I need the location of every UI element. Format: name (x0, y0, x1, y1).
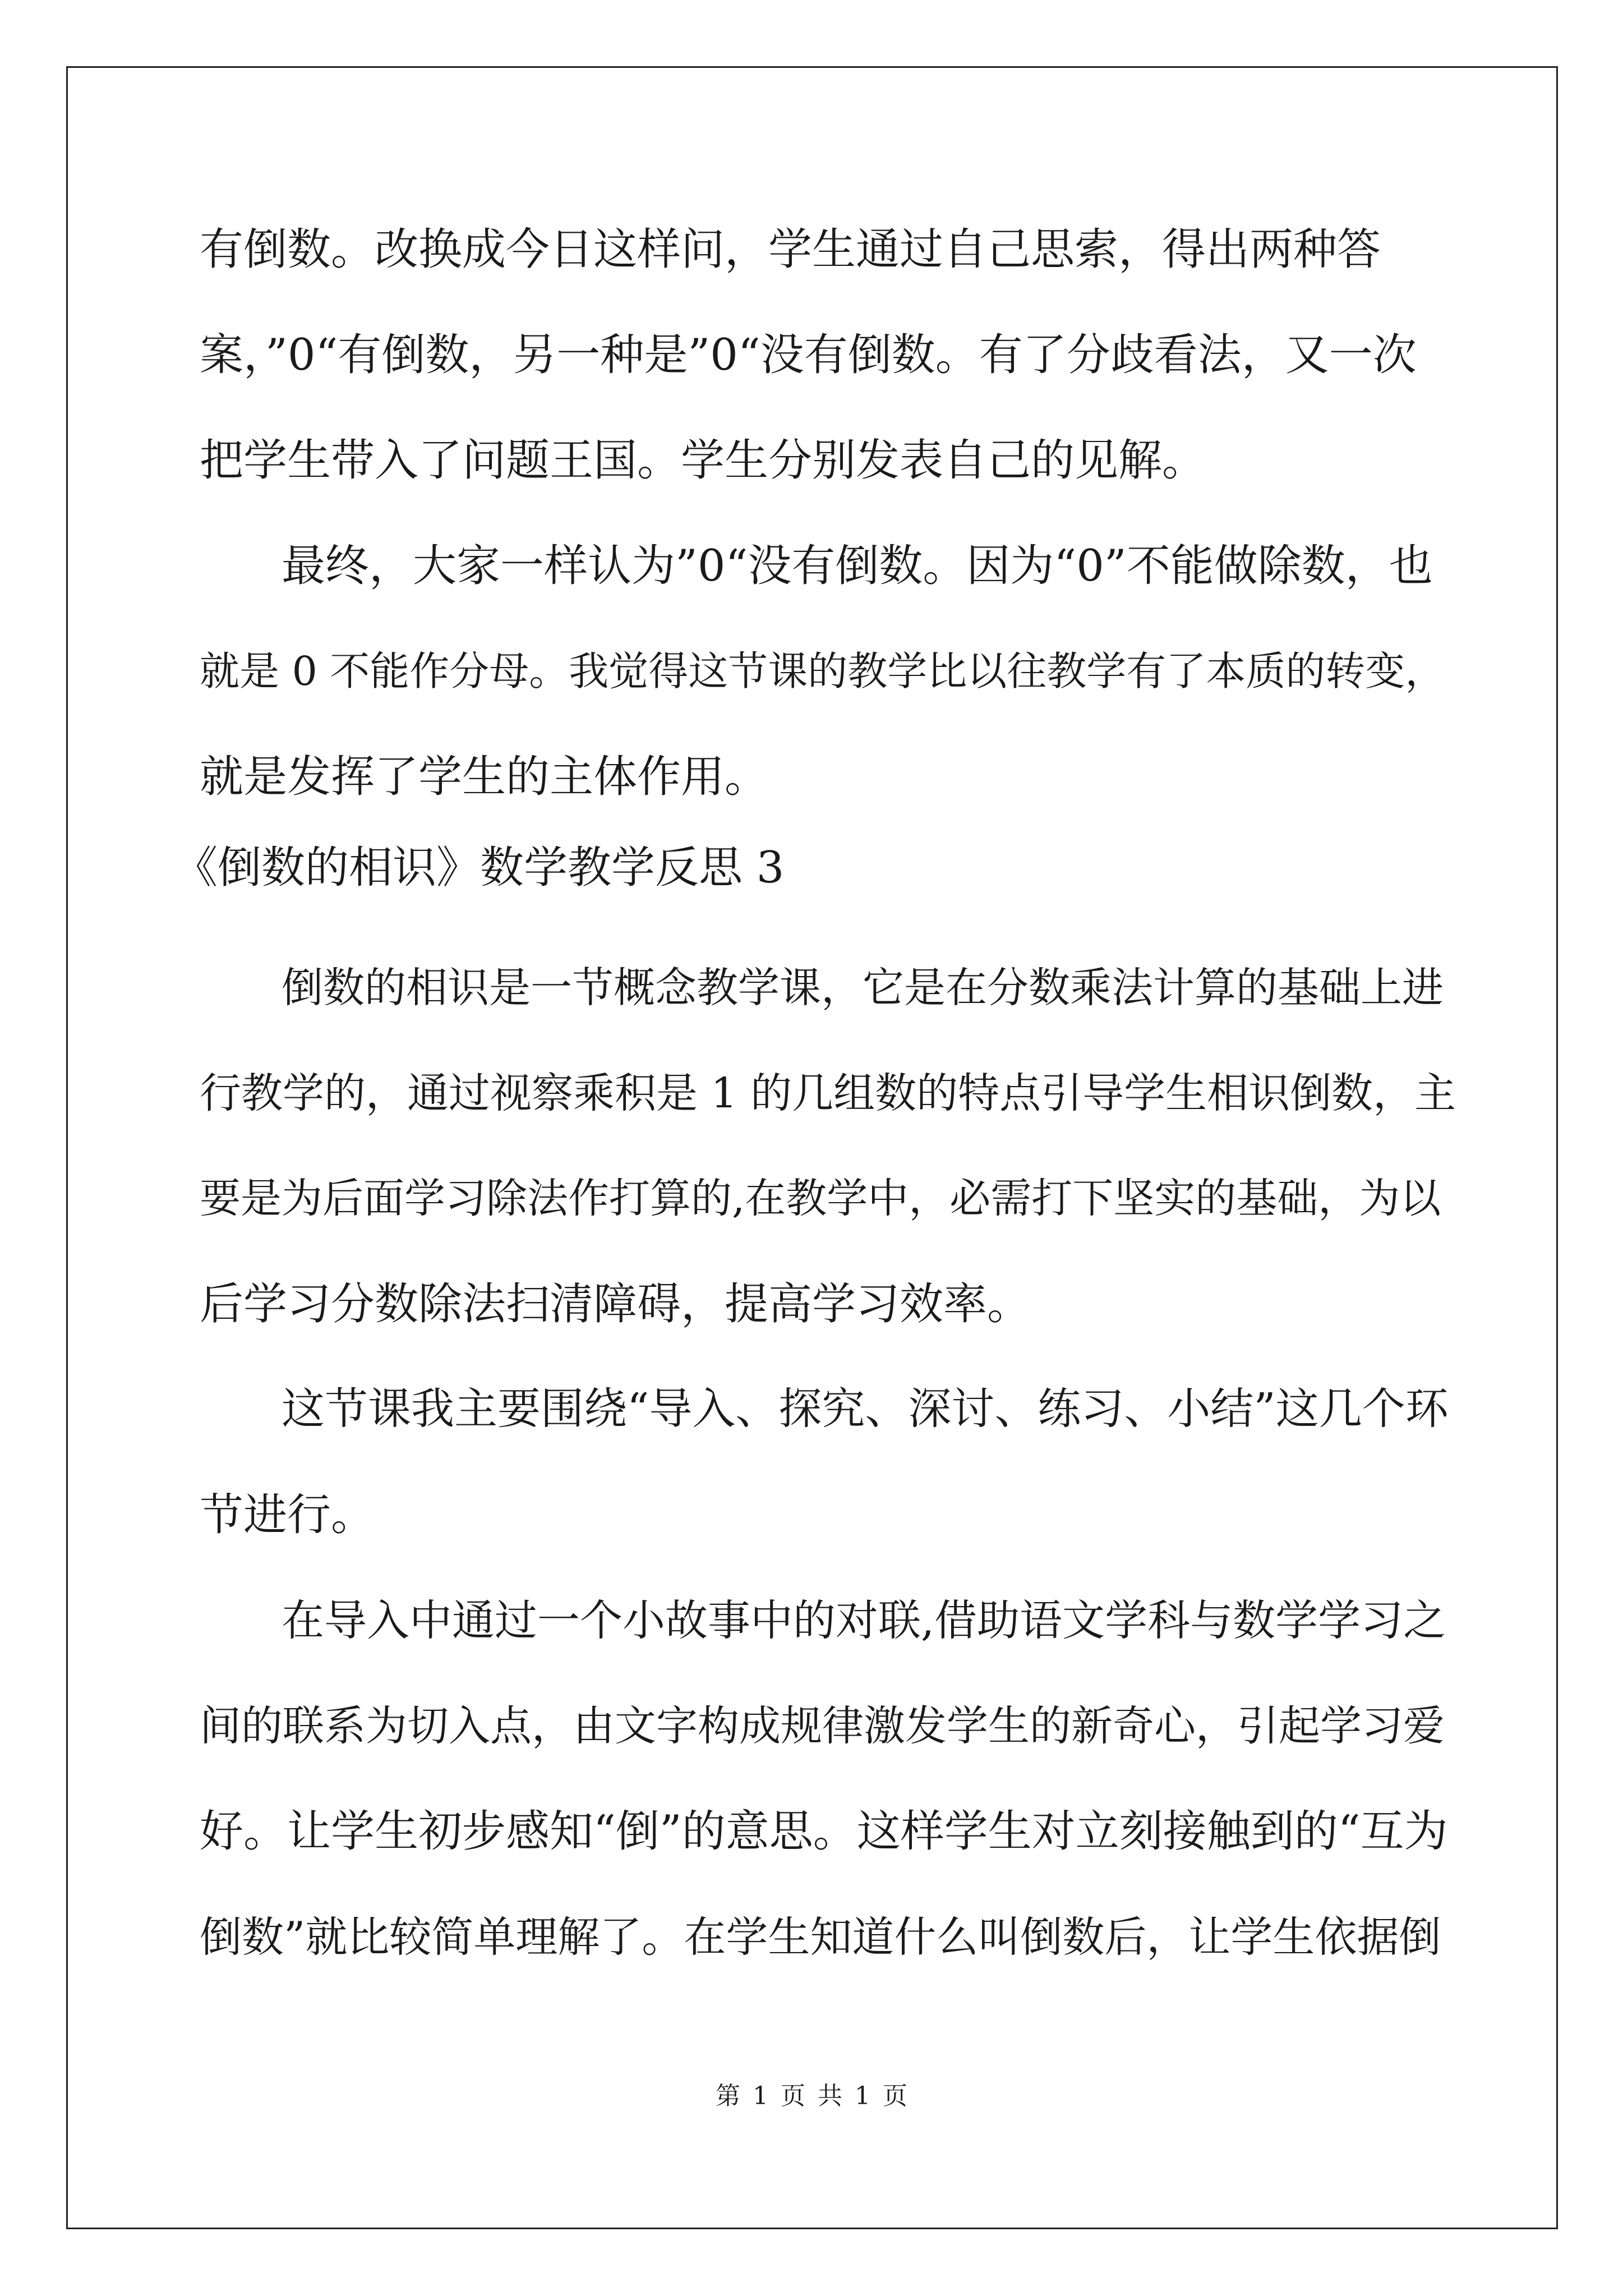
section-heading: 《倒数的相识》数学教学反思 3 (174, 843, 785, 893)
text-line-13: 节进行。 (200, 1490, 375, 1540)
text-line-17: 倒数”就比较简单理解了。在学生知道什么叫倒数后，让学生依据倒 (200, 1912, 1441, 1962)
text-line-9: 行教学的，通过视察乘积是 1 的几组数的特点引导学生相识倒数，主 (200, 1069, 1456, 1117)
text-line-3: 把学生带入了问题王国。学生分别发表自己的见解。 (200, 435, 1206, 486)
text-line-2: 案，”0“有倒数，另一种是”0“没有倒数。有了分歧看法，又一次 (200, 330, 1417, 380)
text-line-11: 后学习分数除法扫清障碍，提高学习效率。 (200, 1279, 1031, 1329)
text-line-14: 在导入中通过一个小故事中的对联,借助语文学科与数学学习之 (282, 1595, 1446, 1645)
text-line-8: 倒数的相识是一节概念教学课，它是在分数乘法计算的基础上进 (282, 964, 1444, 1012)
text-line-15: 间的联系为切入点，由文字构成规律激发学生的新奇心，引起学习爱 (200, 1702, 1445, 1750)
page-footer: 第 1 页 共 1 页 (716, 2082, 907, 2110)
text-line-4: 最终，大家一样认为”0“没有倒数。因为“0”不能做除数，也 (282, 541, 1433, 591)
text-line-6: 就是发挥了学生的主体作用。 (200, 752, 769, 802)
text-line-1: 有倒数。改换成今日这样问，学生通过自己思索，得出两种答 (200, 224, 1381, 275)
text-line-12: 这节课我主要围绕“导入、探究、深讨、练习、小结”这几个环 (282, 1384, 1449, 1434)
text-line-10: 要是为后面学习除法作打算的,在教学中，必需打下坚实的基础，为以 (200, 1175, 1441, 1222)
page-border (66, 66, 1558, 2229)
text-line-5: 就是 0 不能作分母。我觉得这节课的教学比以往教学有了本质的转变， (200, 648, 1445, 694)
text-line-16: 好。让学生初步感知“倒”的意思。这样学生对立刻接触到的“互为 (200, 1806, 1448, 1857)
